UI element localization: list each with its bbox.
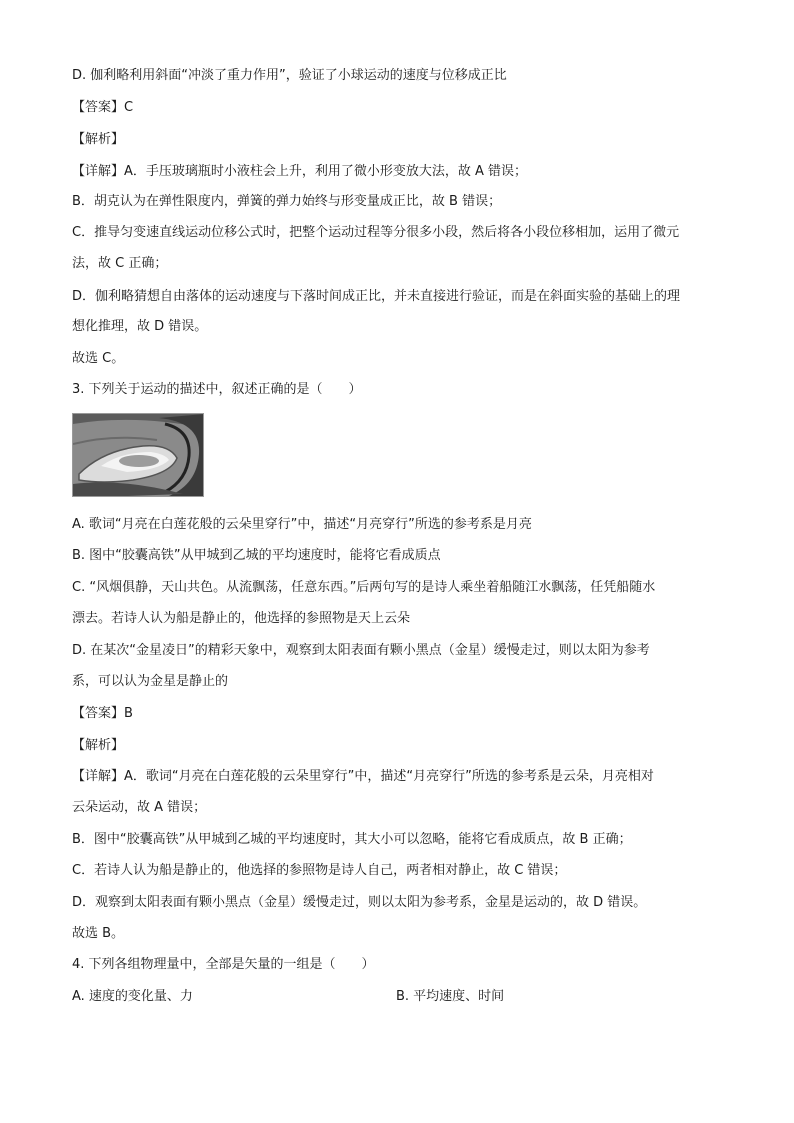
option-c-q3: C. “风烟俱静，天山共色。从流飘荡，任意东西。”后两句写的是诗人乘坐着船随江水飘荡，任凭船随水 bbox=[72, 580, 656, 595]
detail-a-q2: 【详解】A．手压玻璃瓶时小液柱会上升，利用了微小形变放大法，故 A 错误； bbox=[72, 164, 528, 179]
capsule-train-photo bbox=[72, 413, 204, 497]
option-d-q3: D. 在某次“金星凌日”的精彩天象中，观察到太阳表面有颗小黑点（金星）缓慢走过，则以太阳为参考 bbox=[72, 643, 650, 658]
detail-b-q2: B．胡克认为在弹性限度内，弹簧的弹力始终与形变量成正比，故 B 错误； bbox=[72, 194, 502, 209]
conclusion-q2: 故选 C。 bbox=[72, 351, 125, 366]
option-a-q4: A. 速度的变化量、力 bbox=[72, 989, 193, 1004]
option-b-q3: B. 图中“胶囊高铁”从甲城到乙城的平均速度时，能将它看成质点 bbox=[72, 548, 441, 563]
detail-d-q2: D．伽利略猜想自由落体的运动速度与下落时间成正比，并未直接进行验证，而是在斜面实验的基础上的理 bbox=[72, 289, 681, 304]
option-c-q3-cont: 漂去。若诗人认为船是静止的，他选择的参照物是天上云朵 bbox=[72, 611, 411, 626]
detail-c-q3: C．若诗人认为船是静止的，他选择的参照物是诗人自己，两者相对静止，故 C 错误； bbox=[72, 863, 567, 878]
option-b-q4: B. 平均速度、时间 bbox=[396, 989, 505, 1004]
detail-c-q2: C．推导匀变速直线运动位移公式时，把整个运动过程等分很多小段，然后将各小段位移相加，运用了微元 bbox=[72, 225, 680, 240]
option-d-q2: D. 伽利略利用斜面“冲淡了重力作用”，验证了小球运动的速度与位移成正比 bbox=[72, 68, 507, 83]
capsule-train-illustration bbox=[73, 414, 204, 497]
analysis-label-q2: 【解析】 bbox=[72, 132, 125, 147]
conclusion-q3: 故选 B。 bbox=[72, 926, 125, 941]
detail-a-q3-cont: 云朵运动，故 A 错误； bbox=[72, 800, 207, 815]
question-3: 3. 下列关于运动的描述中，叙述正确的是（ ） bbox=[72, 382, 362, 397]
option-d-q3-cont: 系，可以认为金星是静止的 bbox=[72, 674, 229, 689]
option-a-q3: A. 歌词“月亮在白莲花般的云朵里穿行”中，描述“月亮穿行”所选的参考系是月亮 bbox=[72, 517, 532, 532]
detail-a-q3: 【详解】A．歌词“月亮在白莲花般的云朵里穿行”中，描述“月亮穿行”所选的参考系是云朵，月亮相对 bbox=[72, 769, 654, 784]
detail-c-q2-cont: 法，故 C 正确； bbox=[72, 256, 168, 271]
answer-label-q3: 【答案】B bbox=[72, 706, 133, 721]
detail-b-q3: B．图中“胶囊高铁”从甲城到乙城的平均速度时，其大小可以忽略，能将它看成质点，故 B 正确； bbox=[72, 832, 632, 847]
question-4: 4. 下列各组物理量中，全部是矢量的一组是（ ） bbox=[72, 957, 375, 972]
analysis-label-q3: 【解析】 bbox=[72, 738, 125, 753]
answer-label-q2: 【答案】C bbox=[72, 100, 134, 115]
detail-d-q3: D．观察到太阳表面有颗小黑点（金星）缓慢走过，则以太阳为参考系，金星是运动的，故 D 错误。 bbox=[72, 895, 647, 910]
detail-d-q2-cont: 想化推理，故 D 错误。 bbox=[72, 319, 208, 334]
